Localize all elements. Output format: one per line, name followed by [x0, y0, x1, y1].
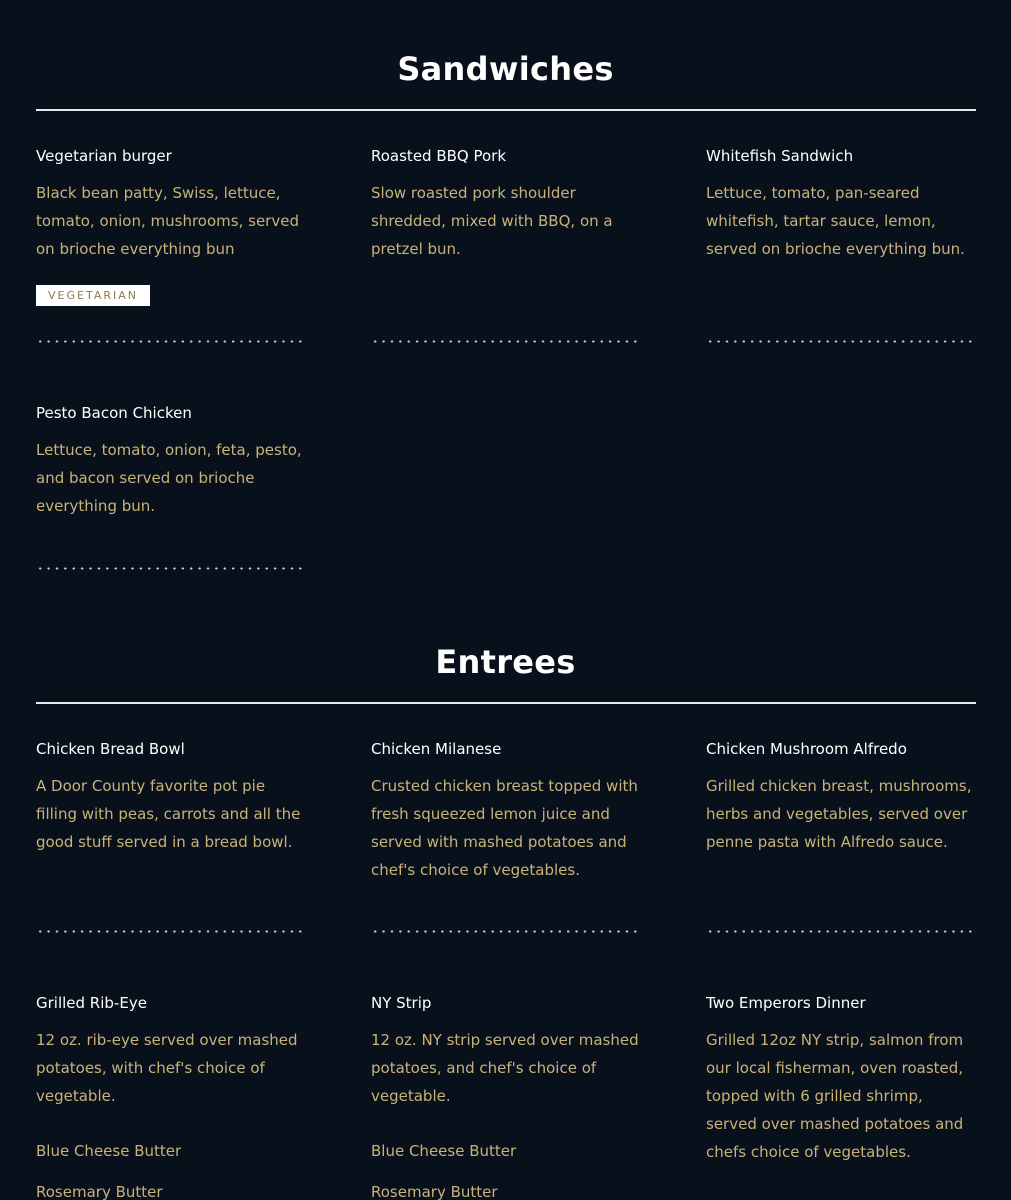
vegetarian-badge: VEGETARIAN — [36, 285, 150, 306]
menu-item — [371, 992, 641, 1200]
section-divider — [36, 109, 976, 111]
item-name: NY Strip — [371, 994, 432, 1012]
item-description: Grilled chicken breast, mushrooms, herbs and vegetables, served over penne pasta with Alfredo sauce. — [706, 777, 972, 851]
dotted-separator — [36, 340, 306, 343]
menu-item — [36, 402, 306, 520]
option-rosemary-butter: Rosemary Butter — [371, 1183, 498, 1200]
item-description: Grilled 12oz NY strip, salmon from our local fisherman, oven roasted, topped with 6 grilled shrimp, served over mashed potatoes and chefs choice of vegetables. — [706, 1031, 964, 1161]
item-description: Crusted chicken breast topped with fresh squeezed lemon juice and served with mashed potatoes and chef's choice of vegetables. — [371, 777, 638, 879]
dotted-separator — [706, 340, 976, 343]
menu-item — [706, 145, 976, 263]
menu-item — [371, 738, 641, 884]
section-divider — [36, 702, 976, 704]
item-name: Chicken Mushroom Alfredo — [706, 740, 907, 758]
item-name: Chicken Bread Bowl — [36, 740, 185, 758]
menu-item — [36, 738, 306, 856]
dotted-separator — [371, 340, 641, 343]
menu-item — [36, 145, 306, 306]
item-name: Roasted BBQ Pork — [371, 147, 507, 165]
item-description: Lettuce, tomato, pan-seared whitefish, tartar sauce, lemon, served on brioche everything bun. — [706, 184, 965, 258]
dotted-separator — [371, 930, 641, 933]
menu-item — [36, 992, 306, 1200]
item-description: Lettuce, tomato, onion, feta, pesto, and bacon served on brioche everything bun. — [36, 441, 302, 515]
option-blue-cheese-butter: Blue Cheese Butter — [371, 1142, 517, 1160]
item-description: 12 oz. NY strip served over mashed potatoes, and chef's choice of vegetable. — [371, 1031, 639, 1105]
item-name: Whitefish Sandwich — [706, 147, 854, 165]
item-description: Black bean patty, Swiss, lettuce, tomato, onion, mushrooms, served on brioche everything bun — [36, 184, 299, 258]
option-rosemary-butter: Rosemary Butter — [36, 1183, 163, 1200]
section-title-entrees: Entrees — [435, 643, 576, 681]
dotted-separator — [36, 930, 306, 933]
section-title-sandwiches: Sandwiches — [397, 50, 614, 88]
item-name: Vegetarian burger — [36, 147, 172, 165]
dotted-separator — [706, 930, 976, 933]
item-description: Slow roasted pork shoulder shredded, mixed with BBQ, on a pretzel bun. — [371, 184, 613, 258]
item-name: Grilled Rib-Eye — [36, 994, 147, 1012]
item-name: Pesto Bacon Chicken — [36, 404, 192, 422]
dotted-separator — [36, 567, 306, 570]
menu-item — [706, 738, 976, 856]
item-description: A Door County favorite pot pie filling with peas, carrots and all the good stuff served in a bread bowl. — [36, 777, 301, 851]
menu-item — [706, 992, 976, 1166]
option-blue-cheese-butter: Blue Cheese Butter — [36, 1142, 182, 1160]
item-name: Two Emperors Dinner — [706, 994, 866, 1012]
item-description: 12 oz. rib-eye served over mashed potatoes, with chef's choice of vegetable. — [36, 1031, 298, 1105]
item-name: Chicken Milanese — [371, 740, 502, 758]
menu-item — [371, 145, 641, 263]
